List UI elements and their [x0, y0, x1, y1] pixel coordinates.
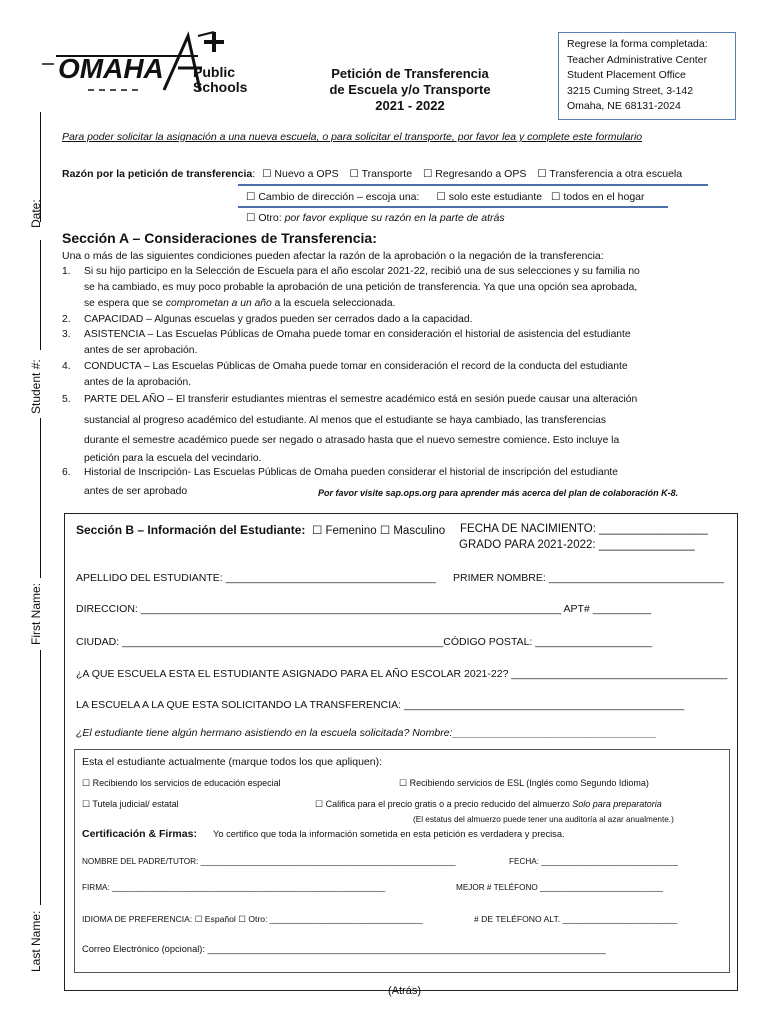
- logo-word: OMAHA: [58, 53, 164, 84]
- sibling-field[interactable]: ¿El estudiante tiene algún hermano asistiendo en la escuela solicitada? Nombre:___________________________________: [76, 727, 657, 739]
- side-label-date: Date:: [29, 199, 43, 228]
- title-line1: Petición de Transferencia: [331, 66, 489, 81]
- section-a-title: Sección A – Consideraciones de Transferencia:: [62, 230, 377, 246]
- list-item-number: 5.: [62, 394, 71, 405]
- lunch-checkbox[interactable]: [315, 799, 662, 810]
- section-b-title: Sección B – Información del Estudiante:: [76, 523, 306, 537]
- list-item-text: Historial de Inscripción- Las Escuelas Públicas de Omaha pueden considerar el historial de inscripción del estudiante: [84, 467, 619, 478]
- certification-title: Certificación & Firmas:: [82, 828, 197, 840]
- list-item-text: PARTE DEL AÑO – El transferir estudiantes mientras el semestre académico está en sesión puede causar una alteración: [84, 394, 638, 405]
- reason-this-student-only[interactable]: ☐ solo este estudiante: [436, 191, 543, 203]
- section-a-intro: Una o más de las siguientes condiciones pueden afectar la razón de la aprobación o la negación de la transferencia:: [62, 250, 604, 262]
- assigned-school-field[interactable]: ¿A QUE ESCUELA ESTA EL ESTUDIANTE ASIGNADO PARA EL AÑO ESCOLAR 2021-22? _____________________________________: [76, 668, 728, 680]
- list-item-text: antes de la aprobación.: [84, 376, 192, 388]
- list-item-text: antes de ser aprobación.: [84, 344, 198, 356]
- reason-label: Razón por la petición de transferencia: [62, 168, 253, 180]
- ops-logo: [38, 28, 268, 108]
- address-line3: Student Placement Office: [567, 69, 686, 81]
- reason-whole-household[interactable]: ☐ todos en el hogar: [551, 191, 645, 203]
- list-item-text: petición para la escuela del vecindario.: [84, 452, 262, 464]
- list-item-text: CAPACIDAD – Algunas escuelas y grados pueden ser cerrados dado a la capacidad.: [84, 314, 473, 325]
- alt-phone-field[interactable]: # DE TELÉFONO ALT. ________________________: [474, 914, 678, 924]
- logo-line1: Public: [193, 64, 236, 80]
- reason-transfer-other[interactable]: ☐ Transferencia a otra escuela: [537, 168, 683, 180]
- address-field[interactable]: DIRECCION: ________________________________________________________________________ APT# __________: [76, 603, 652, 615]
- list-item-text: se ha cambiado, es muy poco probable la aprobación de una petición de transferencia. Ya que una opción sea aprobada,: [84, 281, 638, 293]
- side-label-student: Student #:: [29, 359, 43, 414]
- address-line4: 3215 Cuming Street, 3-142: [567, 84, 694, 97]
- side-line-student: [40, 240, 41, 350]
- list-item-3: [62, 327, 712, 359]
- list-item-2: [62, 312, 712, 328]
- ops-logo-graphic: [38, 28, 268, 108]
- sped-checkbox[interactable]: ☐ Recibiendo los servicios de educación especial: [82, 778, 281, 788]
- list-item-number: 4.: [62, 361, 71, 372]
- guardian-checkbox[interactable]: ☐ Tutela judicial/ estatal: [82, 799, 179, 809]
- list-item-number: 2.: [62, 314, 71, 325]
- language-field[interactable]: IDIOMA DE PREFERENCIA: ☐ Español ☐ Otro: ________________________________: [82, 914, 423, 924]
- email-field[interactable]: Correo Electrónico (opcional): _____________________________________________________________________________: [82, 944, 606, 954]
- student-last-name-field[interactable]: APELLIDO DEL ESTUDIANTE: ____________________________________: [76, 572, 436, 584]
- dob-field[interactable]: FECHA DE NACIMIENTO: _________________: [460, 523, 708, 535]
- reason-other[interactable]: ☐ Otro:: [246, 212, 282, 224]
- text-segment: se espera que se: [84, 297, 166, 309]
- reason-transport[interactable]: ☐ Transporte: [349, 168, 413, 180]
- list-item-text: antes de ser aprobado: [84, 486, 188, 497]
- side-label-first-name: First Name:: [29, 582, 43, 645]
- esl-checkbox[interactable]: ☐ Recibiendo servicios de ESL (Inglés como Segundo Idioma): [399, 778, 649, 788]
- address-line5: Omaha, NE 68131-2024: [567, 100, 681, 112]
- list-item-number: 6.: [62, 467, 71, 478]
- list-item-text: Si su hijo participo en la Selección de Escuela para el año escolar 2021-22, recibió una de sus selecciones y su familia no: [84, 266, 640, 277]
- list-item-text: sustancial al progreso académico del estudiante. Al menos que el estudiante se haya cambiado, las transferencias: [84, 414, 607, 426]
- reason-colon: :: [252, 168, 256, 180]
- list-item-number: 3.: [62, 329, 71, 340]
- side-line-first-name: [40, 650, 41, 905]
- city-zip-field[interactable]: CIUDAD: _______________________________________________________CÓDIGO POSTAL: ____________________: [76, 636, 653, 648]
- side-line-student-2: [40, 418, 41, 578]
- list-item-text: durante el semestre académico puede ser negado o atrasado hasta que el nuevo semestre comience. Esto incluye la: [84, 435, 620, 446]
- title-line3: 2021 - 2022: [375, 98, 445, 113]
- certification-text: Yo certifico que toda la información sometida en esta petición es verdadera y precisa.: [213, 829, 565, 839]
- address-line1: Regrese la forma completada:: [567, 38, 708, 50]
- grade-field[interactable]: GRADO PARA 2021-2022: _______________: [459, 539, 695, 551]
- gender-checkboxes[interactable]: ☐ Femenino ☐ Masculino: [312, 525, 446, 537]
- lunch-italic-label: Solo para preparatoria: [572, 799, 662, 809]
- reason-underline-2: [238, 206, 668, 208]
- lunch-label: ☐ Califica para el precio gratis o a precio reducido del almuerzo: [315, 799, 570, 809]
- text-segment: a la escuela seleccionada.: [271, 297, 396, 309]
- student-first-name-field[interactable]: PRIMER NOMBRE: ______________________________: [453, 572, 724, 584]
- return-address-box: [558, 32, 736, 120]
- reason-new-to-ops[interactable]: ☐ Nuevo a OPS: [262, 168, 339, 180]
- visit-note: Por favor visite sap.ops.org para aprender más acerca del plan de colaboración K-8.: [318, 488, 679, 498]
- form-title: [300, 66, 520, 114]
- reason-row: [62, 168, 682, 180]
- reason-address-change[interactable]: ☐ Cambio de dirección – escoja una:: [246, 191, 420, 203]
- list-item-4: [62, 359, 712, 391]
- title-line2: de Escuela y/o Transporte: [329, 82, 491, 97]
- reason-returning[interactable]: ☐ Regresando a OPS: [422, 168, 527, 180]
- audit-note: (El estatus del almuerzo puede tener una auditoría al azar anualmente.): [413, 815, 674, 824]
- requested-school-field[interactable]: LA ESCUELA A LA QUE ESTA SOLICITANDO LA TRANSFERENCIA: ________________________________________________: [76, 699, 685, 711]
- list-item-text: CONDUCTA – Las Escuelas Públicas de Omaha puede tomar en consideración el record de la conducta del estudiante: [84, 361, 628, 372]
- reason-underline-1: [238, 184, 708, 186]
- list-item-text: [84, 296, 712, 312]
- list-item-5: [62, 390, 712, 466]
- instructions: Para poder solicitar la asignación a una nueva escuela, o para solicitar el transporte, por favor lea y complete este formulario: [62, 131, 643, 143]
- list-item-number: 1.: [62, 266, 71, 277]
- list-item-text: ASISTENCIA – Las Escuelas Públicas de Omaha puede tomar en consideración el historial de asistencia del estudiante: [84, 329, 631, 340]
- address-change-row: [246, 191, 645, 203]
- address-line2: Teacher Administrative Center: [567, 53, 708, 66]
- back-page-note: (Atrás): [388, 985, 421, 997]
- reason-other-note: por favor explique su razón en la parte de atrás: [284, 212, 505, 224]
- signature-field[interactable]: FIRMA: ____________________________________________________________: [82, 883, 386, 892]
- parent-name-field[interactable]: NOMBRE DEL PADRE/TUTOR: ________________________________________________________: [82, 857, 456, 866]
- side-label-last-name: Last Name:: [29, 910, 43, 972]
- best-phone-field[interactable]: MEJOR # TELÉFONO ___________________________: [456, 883, 663, 892]
- list-item-1: [62, 264, 712, 311]
- logo-line2: Schools: [193, 79, 248, 95]
- text-italic-segment: comprometan a un año: [165, 297, 272, 309]
- date-field[interactable]: FECHA: ______________________________: [509, 857, 678, 866]
- status-heading: Esta el estudiante actualmente (marque todos los que apliquen):: [82, 756, 383, 768]
- other-reason-row: [246, 212, 505, 224]
